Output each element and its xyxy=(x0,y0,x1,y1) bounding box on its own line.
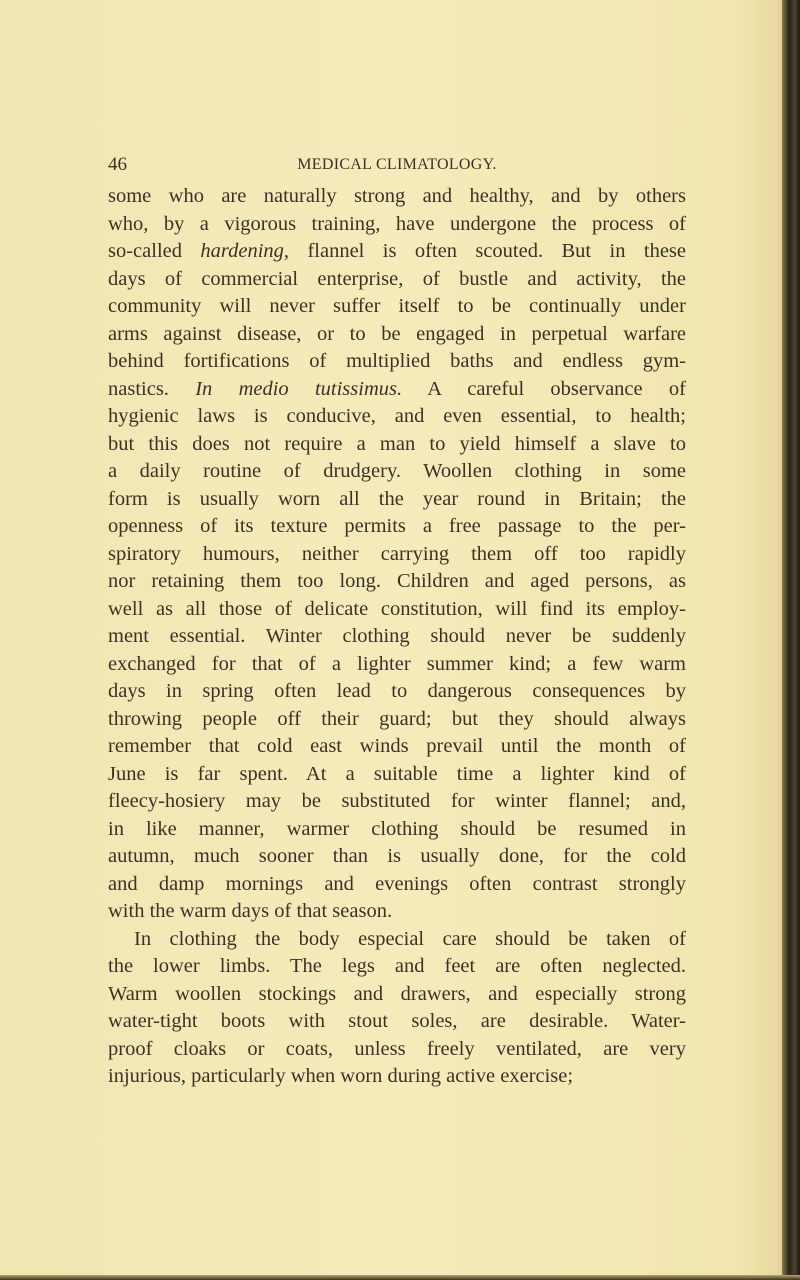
text-line: fleecy-hosiery may be substituted for winter flannel; and, xyxy=(108,790,686,812)
page-header xyxy=(108,154,686,180)
text-line: injurious, particularly when worn during active exercise; xyxy=(108,1065,574,1087)
text-line: a daily routine of drudgery. Woollen clothing in some xyxy=(108,460,686,482)
text-line: who, by a vigorous training, have undergone the process of xyxy=(108,212,686,235)
text-segment: flannel is often scouted. But in these xyxy=(289,240,686,262)
page-number: 46 xyxy=(108,154,127,175)
text-line: throwing people off their guard; but they should always xyxy=(108,707,686,730)
text-line: ment essential. Winter clothing should never be suddenly xyxy=(108,625,686,647)
text-line: form is usually worn all the year round in Britain; the xyxy=(108,487,686,510)
text-line: arms against disease, or to be engaged in perpetual warfare xyxy=(108,322,686,345)
text-line: Warm woollen stockings and drawers, and especially strong xyxy=(108,982,686,1005)
italic-phrase: hardening, xyxy=(200,240,290,262)
text-line: spiratory humours, neither carrying them off too rapidly xyxy=(108,542,686,565)
text-segment: nastics. xyxy=(108,377,196,400)
text-line: nor retaining them too long. Children and aged persons, as xyxy=(108,570,686,592)
text-line: in like manner, warmer clothing should be resumed in xyxy=(108,817,686,840)
text-line: openness of its texture permits a free passage to the per- xyxy=(108,515,686,537)
body-text xyxy=(108,183,686,1091)
text-line xyxy=(108,238,686,266)
text-line: exchanged for that of a lighter summer kind; a few warm xyxy=(108,652,686,675)
text-line: autumn, much sooner than is usually done, for the cold xyxy=(108,845,686,867)
running-head: MEDICAL CLIMATOLOGY. xyxy=(297,156,497,173)
text-line xyxy=(108,376,686,404)
text-line: proof cloaks or coats, unless freely ventilated, are very xyxy=(108,1037,686,1060)
text-line: June is far spent. At a suitable time a lighter kind of xyxy=(108,762,686,785)
text-segment: so-called xyxy=(108,240,201,262)
text-line: the lower limbs. The legs and feet are often neglected. xyxy=(108,955,686,977)
text-line: community will never suffer itself to be continually under xyxy=(108,295,686,317)
text-line: water-tight boots with stout soles, are desirable. Water- xyxy=(108,1010,686,1032)
text-line: and damp mornings and evenings often contrast strongly xyxy=(108,872,686,895)
text-line: remember that cold east winds prevail until the month of xyxy=(108,735,686,757)
text-line: well as all those of delicate constitution, will find its employ- xyxy=(108,597,686,620)
italic-phrase: In medio tutissimus. xyxy=(195,377,403,400)
text-line: days in spring often lead to dangerous consequences by xyxy=(108,680,686,702)
page-bottom-edge xyxy=(0,1275,800,1280)
text-line: some who are naturally strong and healthy, and by others xyxy=(108,185,686,207)
book-binding-edge xyxy=(782,0,800,1280)
text-line: but this does not require a man to yield himself a slave to xyxy=(108,432,686,455)
text-segment: A careful observance of xyxy=(402,377,687,400)
text-line: days of commercial enterprise, of bustle and activity, the xyxy=(108,267,686,290)
text-line: behind fortifications of multiplied baths and endless gym- xyxy=(108,350,686,372)
text-line: In clothing the body especial care should be taken of xyxy=(134,927,686,950)
text-line: hygienic laws is conducive, and even essential, to health; xyxy=(108,405,686,427)
text-line: with the warm days of that season. xyxy=(108,900,393,922)
